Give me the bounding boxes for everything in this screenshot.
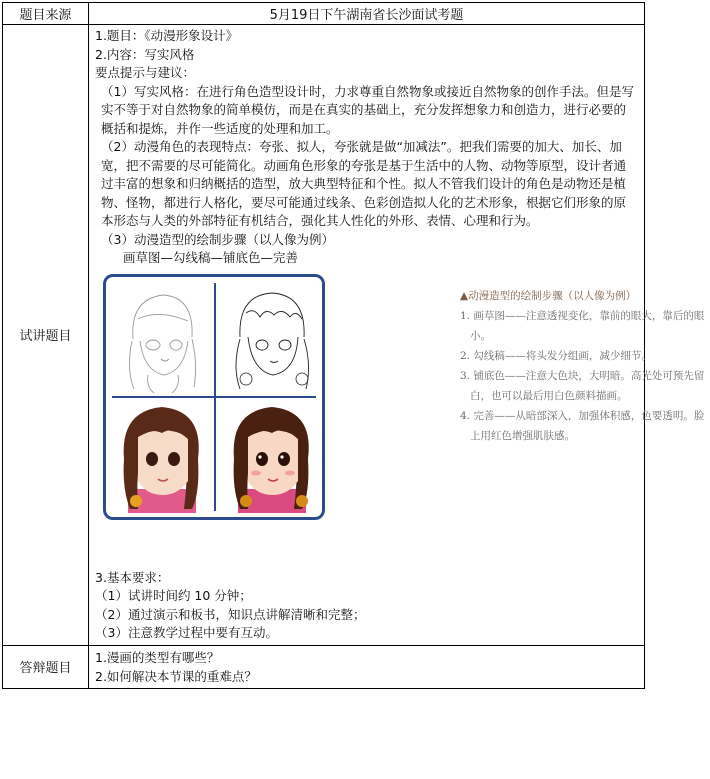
requirements-title: 3.基本要求： <box>95 569 170 585</box>
lecture-para-1: （1）写实风格：在进行角色造型设计时，力求尊重自然物象或接近自然物象的创作手法。但是写实不等于对自然物象的简单模仿，而是在真实的基础上，充分发挥想象力和创造力，进行必要的概括和提炼，并作一些适度的处理和加工。 <box>101 83 634 136</box>
lecture-row <box>3 25 645 646</box>
defense-label: 答辩题目 <box>3 645 89 688</box>
lecture-content-line: 2.内容：写实风格 <box>95 46 195 62</box>
requirement-item: （2）通过演示和板书，知识点讲解清晰和完整； <box>95 606 366 622</box>
figure-note-item: 1. 画草图——注意透视变化，靠前的眼大，靠后的眼小。 <box>460 309 705 342</box>
figure-panel-frame <box>103 274 325 520</box>
lecture-para-3: （3）动漫造型的绘制步骤（以人像为例） <box>101 231 334 247</box>
header-source-label: 题目来源 <box>3 3 89 25</box>
lecture-para-2: （2）动漫角色的表现特点：夸张、拟人，夸张就是做“加减法”。把我们需要的加大、加长、加宽，把不需要的尽可能简化。动画角色形象的夸张是基于生活中的人物、动物等原型，设计者通过丰富的想象和归纳概括的造型，放大典型特征和个性。拟人不管我们设计的角色是动物还是植物、怪物，都进行人格化，要尽可能通过线条、色彩创造拟人化的艺术形象，根据它们形象的原本形态与人类的外部特征有机结合，强化其人性化的外形、表情、心理和行为。 <box>101 139 627 228</box>
sketch-drawing <box>108 279 212 395</box>
figure-note-item: 4. 完善——从暗部深入，加强体积感，色要透明。脸上用红色增强肌肤感。 <box>460 409 705 442</box>
drawing-steps-figure <box>95 272 705 567</box>
defense-row <box>3 645 645 688</box>
defense-question-2: 2.如何解决本节课的重难点？ <box>95 668 257 684</box>
requirement-item: （1）试讲时间约 10 分钟； <box>95 588 252 603</box>
header-source-value: 5月19日下午湖南省长沙面试考题 <box>89 3 645 25</box>
base-color-panel <box>108 397 212 513</box>
figure-note-item: 3. 铺底色——注意大色块，大明暗。高光处可预先留白，也可以最后用白色颜料描画。 <box>460 369 705 402</box>
lecture-label: 试讲题目 <box>3 25 89 646</box>
requirement-item: （3）注意教学过程中要有互动。 <box>95 625 278 640</box>
base-color-drawing <box>108 397 212 513</box>
defense-content <box>89 645 645 688</box>
figure-note-item: 2. 勾线稿——将头发分组画，减少细节。 <box>460 349 652 362</box>
sketch-panel <box>108 279 212 395</box>
defense-question-1: 1.漫画的类型有哪些？ <box>95 649 220 665</box>
finished-panel <box>218 397 322 513</box>
line-art-drawing <box>218 279 322 395</box>
lecture-tips-title: 要点提示与建议： <box>95 65 196 80</box>
header-row <box>3 3 645 25</box>
exam-table <box>2 2 705 689</box>
figure-notes <box>460 286 710 446</box>
figure-notes-title: ▲动漫造型的绘制步骤（以人像为例） <box>460 289 637 302</box>
drawing-steps: 画草图—勾线稿—铺底色—完善 <box>123 250 299 265</box>
lecture-content <box>89 25 705 646</box>
lecture-topic: 1.题目：《动漫形象设计》 <box>95 28 239 43</box>
finished-drawing <box>218 397 322 513</box>
line-art-panel <box>218 279 322 395</box>
